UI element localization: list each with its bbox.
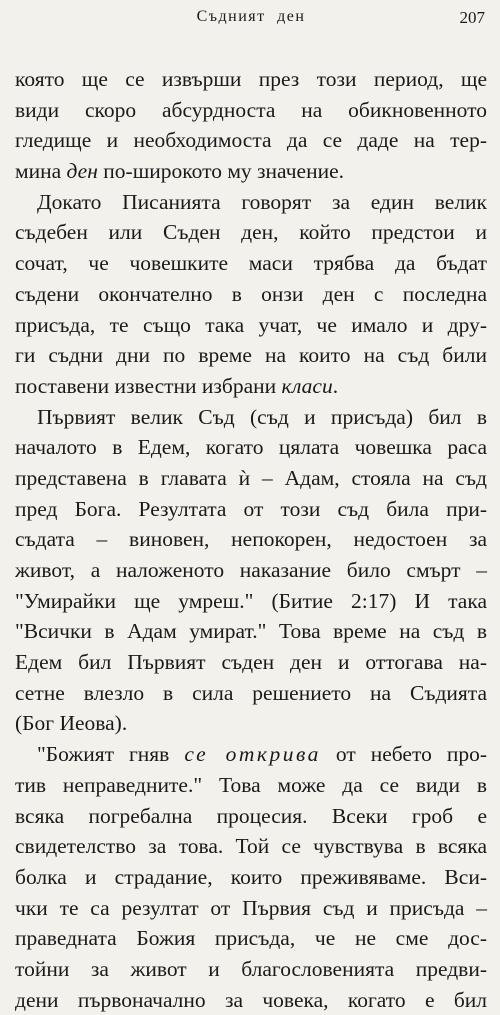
line-text: гледище и необходимоста да се даде на тер- xyxy=(15,128,487,153)
text-line xyxy=(15,494,487,525)
text-line xyxy=(15,279,487,310)
text-line xyxy=(15,463,487,494)
line-text: (Бог Иеова). xyxy=(15,711,128,736)
text-line xyxy=(15,432,487,463)
line-text: дени първоначално за човека, когато е бил xyxy=(15,987,487,1012)
text-line xyxy=(15,125,487,156)
text-line xyxy=(15,893,487,924)
line-text: сетне влезло в сила решението на Съдията xyxy=(15,680,487,705)
body-text xyxy=(15,64,487,1015)
line-text: съдата – виновен, непокорен, недостоен за xyxy=(15,527,487,552)
page-number: 207 xyxy=(459,8,485,27)
line-text: мина xyxy=(15,159,67,184)
line-text: болка и страдание, които преживяваме. Вси- xyxy=(15,864,487,889)
line-text: присъда, те също така учат, че имало и дру- xyxy=(15,312,487,337)
line-text: чки те са резултат от Първия съд и присъда – xyxy=(15,895,487,920)
text-line xyxy=(15,862,487,893)
text-line xyxy=(15,555,487,586)
line-text: от небето про- xyxy=(320,742,487,767)
text-line xyxy=(15,985,487,1015)
line-text: съдебен или Съден ден, който предстои и xyxy=(15,220,487,245)
line-text: Първият велик Съд (съд и присъда) бил в xyxy=(37,404,487,429)
text-line xyxy=(15,524,487,555)
text-line xyxy=(15,402,487,433)
text-line xyxy=(15,801,487,832)
text-line xyxy=(15,310,487,341)
text-line xyxy=(15,248,487,279)
text-line xyxy=(15,156,487,187)
emphasis-text: класи xyxy=(281,373,333,398)
text-line xyxy=(15,739,487,770)
running-title: Съдният ден xyxy=(196,8,306,25)
text-line xyxy=(15,923,487,954)
line-text: съдени окончателно в онзи ден с последна xyxy=(15,281,487,306)
text-line xyxy=(15,95,487,126)
line-text: "Всички в Адам умират." Това време на съд в xyxy=(15,619,487,644)
line-text: Докато Писанията говорят за един велик xyxy=(37,189,487,214)
text-line xyxy=(15,64,487,95)
text-line xyxy=(15,770,487,801)
emphasis-text: се открива xyxy=(184,742,321,767)
text-line xyxy=(15,616,487,647)
line-text: сочат, че човешките маси трябва да бъдат xyxy=(15,251,487,276)
line-text: поставени известни избрани xyxy=(15,373,282,398)
line-text: "Божият гняв xyxy=(37,742,185,767)
emphasis-text: ден xyxy=(66,159,98,184)
text-line xyxy=(15,371,487,402)
text-line xyxy=(15,586,487,617)
text-line xyxy=(15,708,487,739)
line-text: по-широкото му значение. xyxy=(97,159,345,184)
text-line xyxy=(15,678,487,709)
line-text: Едем бил Първият съден ден и оттогава на- xyxy=(15,650,487,675)
line-text: "Умирайки ще умреш." (Битие 2:17) И така xyxy=(15,588,487,613)
line-text: види скоро абсурдноста на обикновенното xyxy=(15,97,487,122)
text-line xyxy=(15,647,487,678)
text-line xyxy=(15,340,487,371)
page-header xyxy=(15,4,487,34)
line-text: началото в Едем, когато цялата човешка раса xyxy=(15,435,487,460)
line-text: свидетелство за това. Той се чувствува в всяка xyxy=(15,834,487,859)
line-text: праведната Божия присъда, че не сме дос- xyxy=(15,926,487,951)
line-text: която ще се извърши през този период, ще xyxy=(15,67,487,91)
line-text: пред Бога. Резултата от този съд била при- xyxy=(15,496,487,521)
text-line xyxy=(15,954,487,985)
line-text: тив неправедните." Това може да се види в xyxy=(15,772,487,797)
line-text: . xyxy=(332,373,339,398)
line-text: тойни за живот и благословенията предви- xyxy=(15,956,487,981)
line-text: живот, а наложеното наказание било смърт – xyxy=(15,558,487,582)
line-text: всяка погребална процесия. Всеки гроб е xyxy=(15,803,487,828)
text-line xyxy=(15,187,487,218)
line-text: ги съдни дни по време на които на съд били xyxy=(15,343,487,368)
text-line xyxy=(15,831,487,862)
line-text: представена в главата ѝ – Адам, стояла на съд xyxy=(15,465,487,490)
text-line xyxy=(15,217,487,248)
